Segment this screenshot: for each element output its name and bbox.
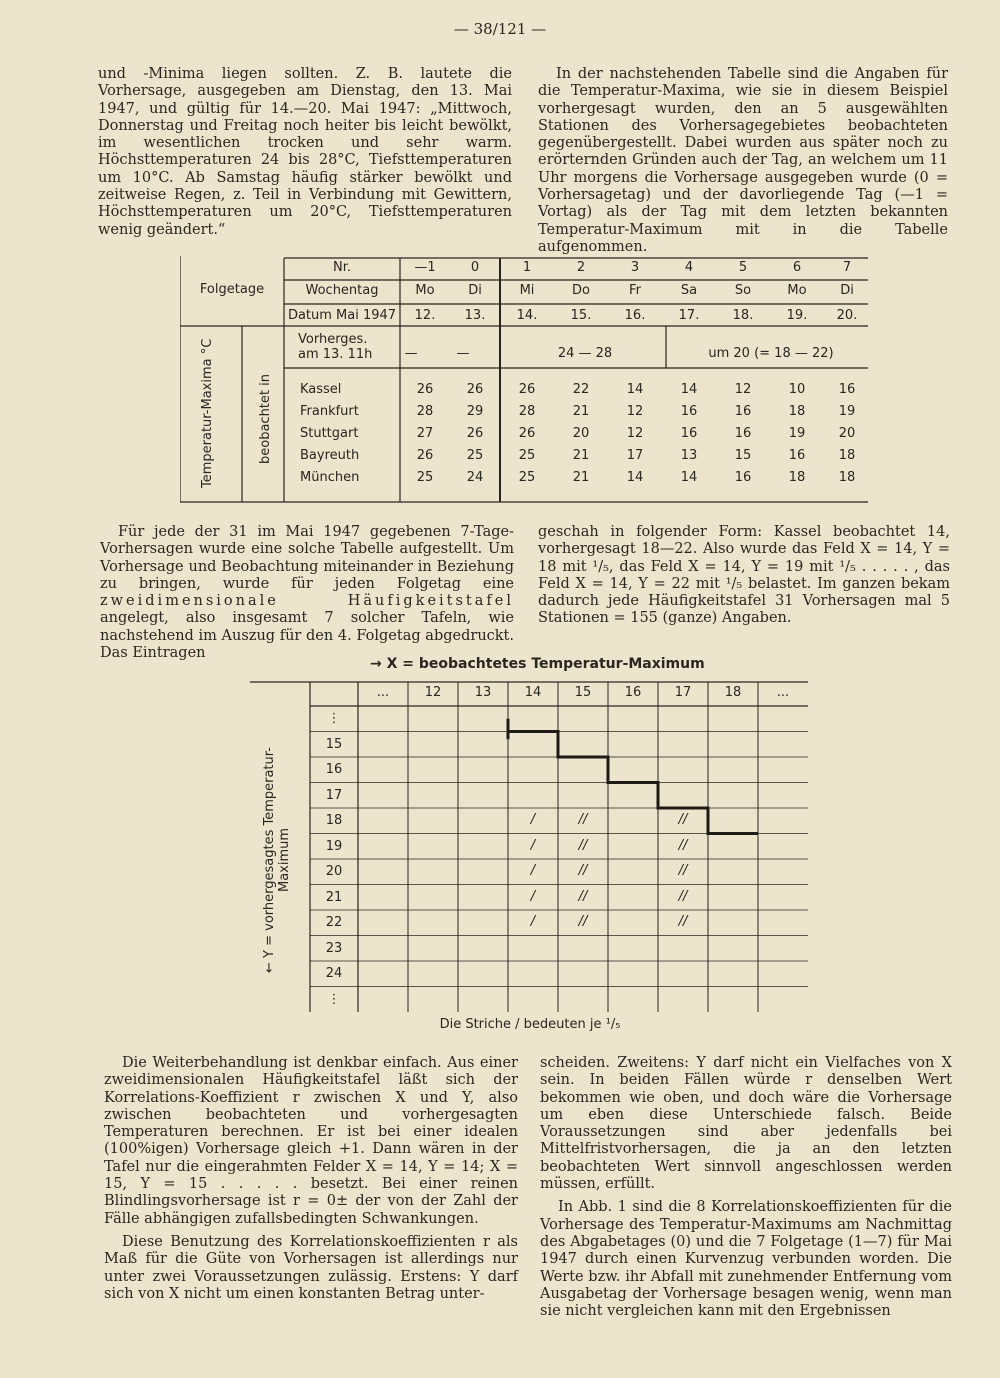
weekday-cell: Di	[468, 283, 482, 298]
vorherges-label: Vorherges. am 13. 11h	[298, 332, 373, 362]
nr-cell: 7	[842, 260, 852, 275]
y-label: ⋮	[327, 991, 341, 1007]
value-cell: 25	[518, 470, 536, 485]
folgetage-label: Folgetage	[199, 282, 265, 297]
x-label: 14	[524, 685, 542, 700]
x-label: ...	[776, 685, 790, 700]
value-cell: 12	[734, 382, 752, 397]
y-label: 16	[325, 762, 343, 777]
tally-mark: //	[578, 837, 588, 853]
value-cell: 25	[518, 448, 536, 463]
x-label: 16	[624, 685, 642, 700]
value-cell: 20	[838, 426, 856, 441]
weekday-cell: Mi	[519, 283, 535, 298]
date-cell: 12.	[414, 308, 436, 323]
value-cell: 14	[680, 470, 698, 485]
beobachtet-label: beobachtet in	[258, 374, 273, 464]
station-name: Bayreuth	[300, 448, 360, 463]
date-cell: 13.	[464, 308, 486, 323]
nr-cell: 0	[470, 260, 480, 275]
value-cell: 12	[626, 404, 644, 419]
nr-cell: 1	[522, 260, 532, 275]
tally-mark: /	[530, 888, 536, 904]
x-label: ...	[376, 685, 390, 700]
top-left-paragraph: und -Minima liegen sollten. Z. B. lautete die Vorhersage, ausgegeben am Dienstag, den 13. Mai 1947, und gültig für 14.—20. Mai 1947: „Mittwoch, Donnerstag und Freitag noch heiter bis leicht bewölkt, im wesentlichen trocken und sehr warm. Höchsttemperaturen 24 bis 28°C, Tiefsttemperaturen um 10°C. Ab Samstag häufig stärker bewölkt und zeitweise Regen, z. Teil in Verbindung mit Gewittern, Höchsttemperaturen um 20°C, Tiefsttemperaturen wenig geändert.“	[98, 66, 512, 238]
nr-cell: —1	[414, 260, 436, 275]
value-cell: 18	[838, 448, 856, 463]
value-cell: 26	[518, 426, 536, 441]
top-right-paragraph: In der nachstehenden Tabelle sind die Angaben für die Temperatur-Maxima, wie sie in diesem Beispiel vorhergesagt wurden, den an 5 ausgewählten Stationen des Vorhersagegebietes beobachteten gegenübergestellt. Dabei wurden aus später noch zu erörternden Gründen auch der Tag, an welchem um 11 Uhr morgens die Vorhersage ausgegeben wurde (0 = Vorhersagetag) und der davorliegende Tag (—1 = Vortag) als der Tag mit dem letzten bekannten Temperatur-Maximum mit in die Tabelle aufgenommen.	[538, 66, 948, 255]
y-label: 18	[325, 813, 343, 828]
tally-mark: /	[530, 837, 536, 853]
vh-prev-1: —	[404, 346, 418, 361]
value-cell: 21	[572, 404, 590, 419]
date-cell: 20.	[836, 308, 858, 323]
bottom-left-paragraphs: Die Weiterbehandlung ist denkbar einfach. Aus einer zweidimensionalen Häufigkeitstafel läßt sich der Korrelations-Koeffizient r zwischen X und Y, also zwischen beobachteten und vorhergesagten Temperaturen berechnen. Er ist bei einer idealen (100%igen) Vorhersage gleich +1. Dann wären in der Tafel nur die eingerahmten Felder X = 14, Y = 14; X = 15, Y = 15 . . . . . besetzt. Bei einer reinen Blindlingsvorhersage ist r = 0± der von der Zahl der Fälle abhängigen zufallsbedingten Schwankungen. Diese Benutzung des Korrelationskoeffizienten r als Maß für die Güte von Vorhersagen ist allerdings nur unter zwei Voraussetzungen zulässig. Erstens: Y darf sich von X nicht um einen konstanten Betrag unter-	[104, 1055, 518, 1302]
nr-cell: 6	[792, 260, 802, 275]
value-cell: 16	[838, 382, 856, 397]
value-cell: 24	[466, 470, 484, 485]
nr-cell: 5	[738, 260, 748, 275]
value-cell: 27	[416, 426, 434, 441]
value-cell: 16	[680, 426, 698, 441]
value-cell: 18	[788, 470, 806, 485]
date-cell: 18.	[732, 308, 754, 323]
value-cell: 19	[788, 426, 806, 441]
date-cell: 16.	[624, 308, 646, 323]
value-cell: 16	[734, 470, 752, 485]
weekday-cell: Di	[840, 283, 854, 298]
grid-y-title: ← Y = vorhergesagtes Temperatur- Maximum	[262, 747, 292, 973]
station-name: Stuttgart	[300, 426, 359, 441]
weekday-cell: So	[734, 283, 752, 298]
nr-cell: 3	[630, 260, 640, 275]
temperature-maxima-label: Temperatur-Maxima °C	[200, 338, 215, 488]
x-label: 15	[574, 685, 592, 700]
vh-range-b: um 20 (= 18 — 22)	[708, 346, 834, 361]
value-cell: 26	[466, 382, 484, 397]
value-cell: 10	[788, 382, 806, 397]
value-cell: 26	[518, 382, 536, 397]
value-cell: 16	[680, 404, 698, 419]
value-cell: 13	[680, 448, 698, 463]
tally-mark: //	[578, 863, 588, 878]
value-cell: 14	[626, 382, 644, 397]
tally-mark: //	[678, 837, 688, 853]
datum-label: Datum Mai 1947	[287, 308, 397, 323]
tally-mark: //	[678, 888, 688, 904]
tally-mark: //	[678, 914, 688, 929]
tally-mark: /	[530, 914, 536, 929]
value-cell: 29	[466, 404, 484, 419]
value-cell: 18	[788, 404, 806, 419]
value-cell: 19	[838, 404, 856, 419]
mid-left-paragraph: Für jede der 31 im Mai 1947 gegebenen 7-Tage-Vorhersagen wurde eine solche Tabelle aufgestellt. Um Vorhersage und Beobachtung miteinander in Beziehung zu bringen, wurde für jeden Folgetag eine zweidimensionale Häufigkeitstafel angelegt, also insgesamt 7 solcher Tafeln, wie nachstehend im Auszug für den 4. Folgetag abgedruckt. Das Eintragen	[100, 524, 514, 662]
value-cell: 28	[416, 404, 434, 419]
y-label: 15	[325, 736, 343, 752]
nr-cell: 2	[576, 260, 586, 275]
y-label: 20	[325, 864, 343, 879]
y-label: 23	[325, 940, 343, 956]
y-label: ⋮	[327, 711, 341, 726]
value-cell: 17	[626, 448, 644, 463]
value-cell: 18	[838, 470, 856, 485]
date-cell: 19.	[786, 308, 808, 323]
value-cell: 16	[734, 404, 752, 419]
x-label: 18	[724, 685, 742, 700]
temperature-table	[180, 256, 870, 504]
value-cell: 15	[734, 448, 752, 463]
nr-cell: 4	[684, 260, 694, 275]
value-cell: 14	[626, 470, 644, 485]
tally-mark: //	[678, 863, 688, 878]
x-label: 13	[474, 685, 492, 700]
weekday-cell: Mo	[787, 283, 807, 298]
vh-prev-2: —	[456, 346, 470, 361]
value-cell: 28	[518, 404, 536, 419]
value-cell: 22	[572, 382, 590, 397]
mid-right-paragraph: geschah in folgender Form: Kassel beobachtet 14, vorhergesagt 18—22. Also wurde das Feld X = 14, Y = 18 mit ¹/₅, das Feld X = 14, Y = 19 mit ¹/₅ . . . . . , das Feld X = 14, Y = 22 mit ¹/₅ belastet. Im ganzen bekam dadurch jede Häufigkeitstafel 31 Vorhersagen mal 5 Stationen = 155 (ganze) Angaben.	[538, 524, 950, 627]
value-cell: 21	[572, 470, 590, 485]
x-label: 12	[424, 685, 442, 700]
weekday-cell: Fr	[629, 283, 641, 298]
weekday-cell: Sa	[680, 283, 698, 298]
y-label: 21	[325, 889, 343, 905]
page-number: — 38/121 —	[453, 20, 547, 38]
tally-mark: /	[530, 863, 536, 878]
value-cell: 12	[626, 426, 644, 441]
value-cell: 26	[416, 448, 434, 463]
value-cell: 16	[734, 426, 752, 441]
station-name: Frankfurt	[300, 404, 359, 419]
nr-label: Nr.	[332, 260, 351, 275]
station-name: München	[300, 470, 360, 485]
vh-range-a: 24 — 28	[557, 346, 613, 361]
value-cell: 26	[416, 382, 434, 397]
value-cell: 20	[572, 426, 590, 441]
date-cell: 15.	[570, 308, 592, 323]
tally-mark: //	[578, 888, 588, 904]
wochentag-label: Wochentag	[305, 283, 379, 298]
grid-x-title: → X = beobachtetes Temperatur-Maximum	[370, 656, 705, 672]
value-cell: 21	[572, 448, 590, 463]
date-cell: 14.	[516, 308, 538, 323]
y-label: 24	[325, 966, 343, 981]
tally-mark: //	[678, 812, 688, 827]
station-name: Kassel	[300, 382, 342, 397]
y-label: 17	[325, 787, 343, 803]
x-label: 17	[674, 685, 692, 700]
value-cell: 26	[466, 426, 484, 441]
bottom-right-paragraphs: scheiden. Zweitens: Y darf nicht ein Vielfaches von X sein. In beiden Fällen würde r denselben Wert bekommen wie oben, und doch wäre die Vorhersage um eben diese Unterschiede falsch. Beide Voraussetzungen sind aber jedenfalls bei Mittelfristvorhersagen, die ja an den letzten beobachteten Wert sinnvoll angeschlossen werden müssen, erfüllt. In Abb. 1 sind die 8 Korrelationskoeffizienten für die Vorhersage des Temperatur-Maximums am Nachmittag des Abgabetages (0) und die 7 Folgetage (1—7) für Mai 1947 durch einen Kurvenzug verbunden worden. Die Werte bzw. ihr Abfall mit zunehmender Entfernung vom Ausgabetag der Vorhersage besagen wenig, wenn man sie nicht vergleichen kann mit den Ergebnissen	[540, 1055, 952, 1320]
value-cell: 14	[680, 382, 698, 397]
date-cell: 17.	[678, 308, 700, 323]
value-cell: 25	[466, 448, 484, 463]
value-cell: 16	[788, 448, 806, 463]
weekday-cell: Do	[572, 283, 590, 298]
tally-mark: //	[578, 914, 588, 929]
value-cell: 25	[416, 470, 434, 485]
y-label: 19	[325, 838, 343, 854]
grid-caption: Die Striche / bedeuten je ¹/₅	[439, 1017, 621, 1032]
frequency-grid	[250, 680, 810, 1016]
tally-mark: /	[530, 812, 536, 827]
y-label: 22	[325, 915, 343, 930]
tally-mark: //	[578, 812, 588, 827]
weekday-cell: Mo	[415, 283, 435, 298]
